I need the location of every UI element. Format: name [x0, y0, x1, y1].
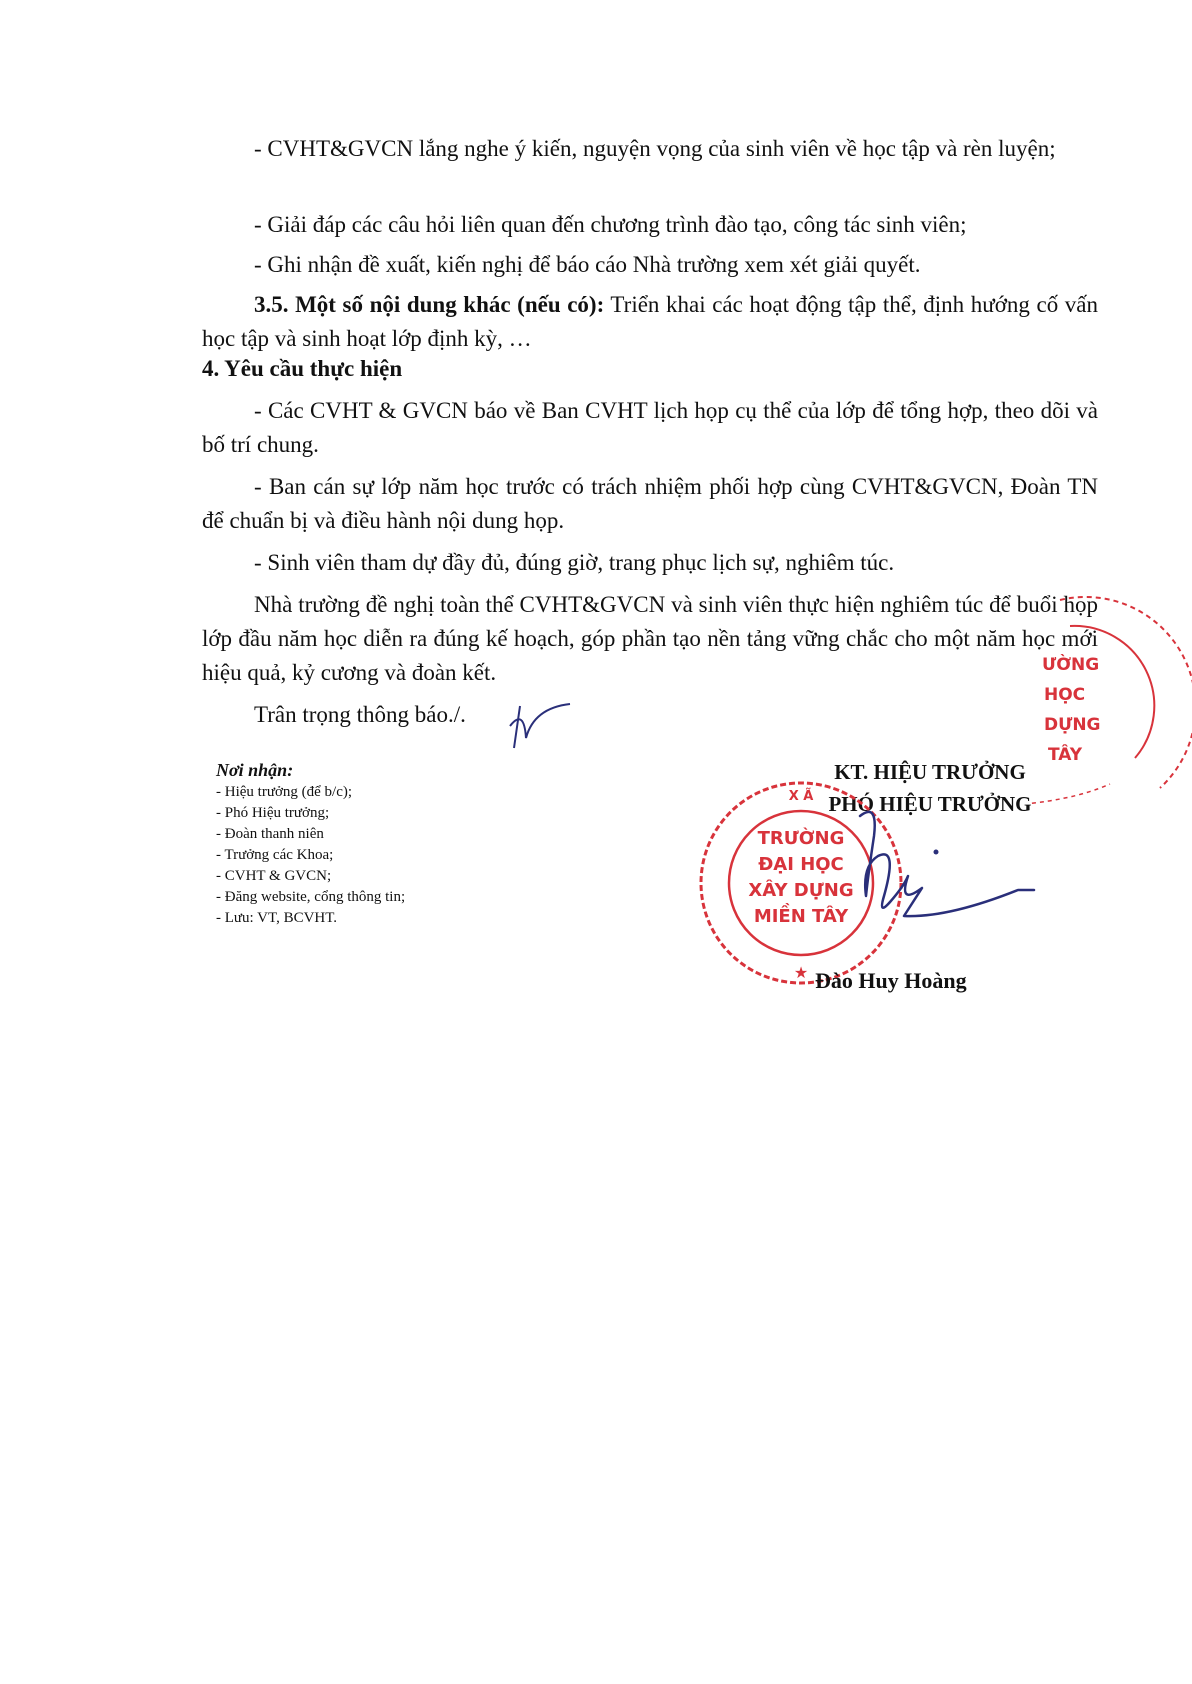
paragraph-answer: - Giải đáp các câu hỏi liên quan đến chương trình đào tạo, công tác sinh viên;: [254, 212, 967, 237]
recipients-list: [216, 782, 536, 929]
seal-line4: MIỀN TÂY: [753, 906, 849, 927]
paragraph-closing: Trân trọng thông báo./.: [254, 702, 466, 727]
initial-mark: [504, 698, 574, 758]
svg-text:DỰNG: DỰNG: [1044, 715, 1101, 735]
paragraph-other-content: [202, 288, 1098, 356]
partial-seal: [1030, 588, 1192, 818]
recipients-block: [216, 758, 536, 929]
section-3-5-heading: 3.5. Một số nội dung khác (nếu có):: [254, 292, 605, 317]
recipient-item: - Trưởng các Khoa;: [216, 847, 334, 863]
paragraph-listen: - CVHT&GVCN lắng nghe ý kiến, nguyện vọng của sinh viên về học tập và rèn luyện;: [254, 136, 1056, 161]
seal-line2: ĐẠI HỌC: [758, 854, 844, 875]
recipient-item: - CVHT & GVCN;: [216, 868, 332, 884]
recipient-item: - Lưu: VT, BCVHT.: [216, 910, 338, 926]
recipient-item: - Phó Hiệu trưởng;: [216, 805, 330, 821]
paragraph-record: - Ghi nhận đề xuất, kiến nghị để báo cáo Nhà trường xem xét giải quyết.: [254, 252, 921, 277]
paragraph-request: Nhà trường đề nghị toàn thể CVHT&GVCN và sinh viên thực hiện nghiêm túc để buổi họp lớp đầu năm học diễn ra đúng kế hoạch, góp phần tạo nền tảng vững chắc cho một năm học mới hiệu quả, kỷ cương và đoàn kết.: [202, 592, 1098, 685]
svg-text:TÂY: TÂY: [1048, 745, 1083, 765]
recipient-item: - Hiệu trưởng (để b/c);: [216, 784, 353, 800]
signature-title-line1: KT. HIỆU TRƯỞNG: [834, 760, 1026, 784]
paragraph-class-officers: - Ban cán sự lớp năm học trước có trách nhiệm phối hợp cùng CVHT&GVCN, Đoàn TN để chuẩn bị và điều hành nội dung họp.: [202, 474, 1098, 533]
recipients-title: Nơi nhận:: [216, 760, 294, 780]
seal-line1: TRƯỜNG: [757, 828, 845, 849]
section-4-heading: 4. Yêu cầu thực hiện: [202, 356, 403, 381]
svg-text:HỌC: HỌC: [1044, 685, 1086, 705]
paragraph-attendance: - Sinh viên tham dự đầy đủ, đúng giờ, trang phục lịch sự, nghiêm túc.: [254, 550, 895, 575]
signer-name: Đào Huy Hoàng: [815, 968, 967, 993]
handwritten-signature: [838, 806, 1048, 956]
recipient-item: - Đăng website, cổng thông tin;: [216, 889, 406, 905]
signature-title-line2: PHÓ HIỆU TRƯỞNG: [828, 792, 1032, 816]
svg-text:★: ★: [793, 963, 809, 982]
seal-line3: XÂY DỰNG: [748, 880, 854, 901]
svg-text:X Ã: X Ã: [788, 789, 814, 804]
recipient-item: - Đoàn thanh niên: [216, 826, 324, 842]
section-3-5-text: Triển khai các hoạt động tập thể, định hướng cố vấn học tập và sinh hoạt lớp định kỳ, …: [202, 292, 1098, 351]
svg-text:ƯỜNG: ƯỜNG: [1042, 655, 1100, 675]
paragraph-schedule: - Các CVHT & GVCN báo về Ban CVHT lịch họp cụ thể của lớp để tổng hợp, theo dõi và bố trí chung.: [202, 398, 1098, 457]
